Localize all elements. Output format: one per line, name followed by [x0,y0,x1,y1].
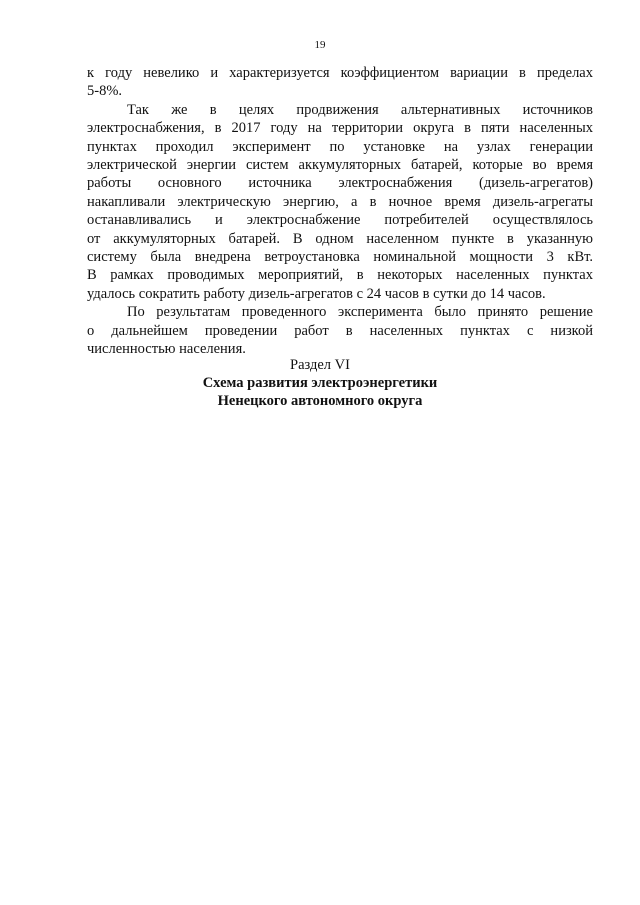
text-line: По результатам проведенного эксперимента было принято решение [127,304,593,321]
text-line: работы основного источника электроснабжения (дизель-агрегатов) [87,175,593,192]
text-line: В рамках проводимых мероприятий, в некоторых населенных пунктах [87,267,593,284]
section-title-line-1: Схема развития электроэнергетики [202,375,438,391]
text-line: численностью населения. [87,341,246,358]
text-line: останавливались и электроснабжение потребителей осуществлялось [87,212,593,229]
text-line: систему была внедрена ветроустановка номинальной мощности 3 кВт. [87,249,593,266]
text-line: Так же в целях продвижения альтернативных источников [127,101,593,118]
paragraph-1 [87,64,593,101]
section-title-line-2: Ненецкого автономного округа [217,393,423,409]
document-body [87,64,593,359]
text-line: электроснабжения, в 2017 году на территории округа в пяти населенных [87,120,593,137]
text-line: накапливали электрическую энергию, а в ночное время дизель-агрегаты [87,193,593,210]
section-label: Раздел VI [290,357,350,373]
paragraph-3 [87,303,593,358]
text-line: электрической энергии систем аккумуляторных батарей, которые во время [87,157,593,174]
paragraph-2 [87,101,593,303]
text-line: удалось сократить работу дизель-агрегатов с 24 часов в сутки до 14 часов. [87,285,546,302]
text-line: 5-8%. [87,83,123,100]
section-heading [0,356,640,410]
page-number: 19 [314,39,326,51]
text-line: о дальнейшем проведении работ в населенных пунктах с низкой [87,322,593,339]
text-line: от аккумуляторных батарей. В одном населенном пункте в указанную [87,230,593,247]
text-line: пунктах проходил эксперимент по установке на узлах генерации [87,138,593,155]
text-line: к году невелико и характеризуется коэффициентом вариации в пределах [87,65,593,81]
